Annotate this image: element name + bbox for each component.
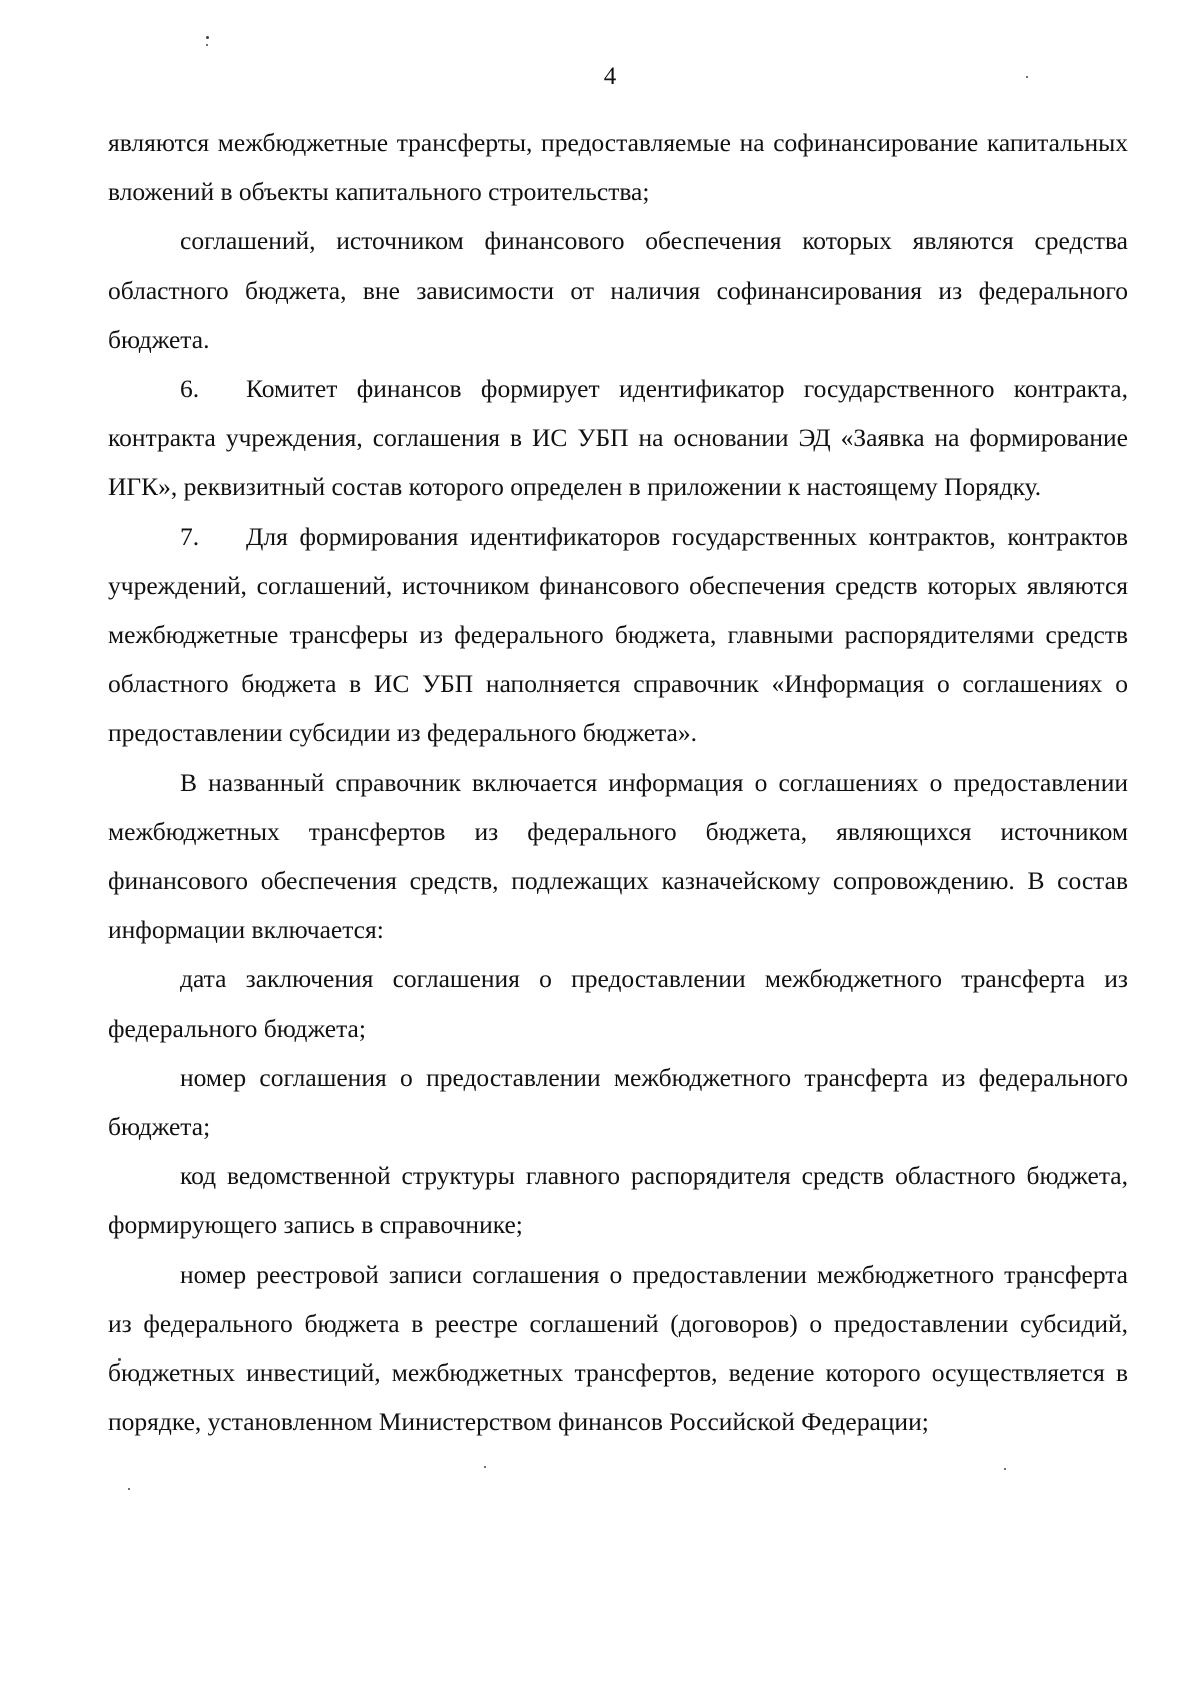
paragraph-text: Для формирования идентификаторов государственных контрактов, контрактов учреждений, соглашений, источником финансового обеспечения средств которых являются межбюджетные трансферы из федерального бюджета, главными распорядителями средств областного бюджета в ИС УБП наполняется справочник «Информация о соглашениях о предоставлении субсидии из федерального бюджета». bbox=[108, 521, 1128, 748]
scan-speck bbox=[206, 44, 208, 46]
paragraph-text: номер реестровой записи соглашения о предоставлении межбюджетного трансферта из федерального бюджета в реестре соглашений (договоров) о предоставлении субсидий, бюджетных инвестиций, межбюджетных трансфертов, ведение которого осуществляется в порядке, установленном Министерством финансов Российской Федерации; bbox=[108, 1259, 1128, 1437]
paragraph-text: соглашений, источником финансового обеспечения которых являются средства областного бюджета, вне зависимости от наличия софинансирования из федерального бюджета. bbox=[108, 226, 1128, 354]
numbered-paragraph-6 bbox=[108, 364, 1128, 512]
list-item bbox=[108, 954, 1128, 1052]
paragraph-text: являются межбюджетные трансферты, предоставляемые на софинансирование капитальных вложений в объекты капитального строительства; bbox=[108, 128, 1128, 207]
list-item bbox=[108, 1250, 1128, 1447]
paragraph-continuation bbox=[108, 118, 1128, 216]
scan-speck bbox=[206, 36, 209, 39]
page-number: 4 bbox=[603, 63, 617, 90]
document-body bbox=[108, 118, 1128, 1446]
paragraph-text: код ведомственной структуры главного распорядителя средств областного бюджета, формирующего запись в справочнике; bbox=[108, 1161, 1128, 1240]
numbered-paragraph-7 bbox=[108, 512, 1128, 758]
scan-speck bbox=[1026, 76, 1028, 78]
list-item bbox=[108, 1053, 1128, 1151]
scan-speck bbox=[128, 1488, 130, 1490]
paragraph-number: 6. bbox=[180, 374, 200, 404]
paragraph-text: В названный справочник включается информация о соглашениях о предоставлении межбюджетных трансфертов из федерального бюджета, являющихся источником финансового обеспечения средств, подлежащих казначейскому сопровождению. В состав информации включается: bbox=[108, 767, 1128, 945]
paragraph-text: Комитет финансов формирует идентификатор государственного контракта, контракта учреждения, соглашения в ИС УБП на основании ЭД «Заявка на формирование ИГК», реквизитный состав которого определен в приложении к настоящему Порядку. bbox=[108, 374, 1128, 502]
scan-speck bbox=[1004, 1468, 1006, 1470]
scan-speck bbox=[484, 1466, 486, 1468]
paragraph-number: 7. bbox=[180, 521, 200, 551]
list-item bbox=[108, 1151, 1128, 1249]
paragraph bbox=[108, 216, 1128, 364]
paragraph bbox=[108, 758, 1128, 955]
paragraph-text: номер соглашения о предоставлении межбюджетного трансферта из федерального бюджета; bbox=[108, 1062, 1128, 1142]
paragraph-text: дата заключения соглашения о предоставлении межбюджетного трансферта из федерального бюджета; bbox=[108, 964, 1128, 1043]
